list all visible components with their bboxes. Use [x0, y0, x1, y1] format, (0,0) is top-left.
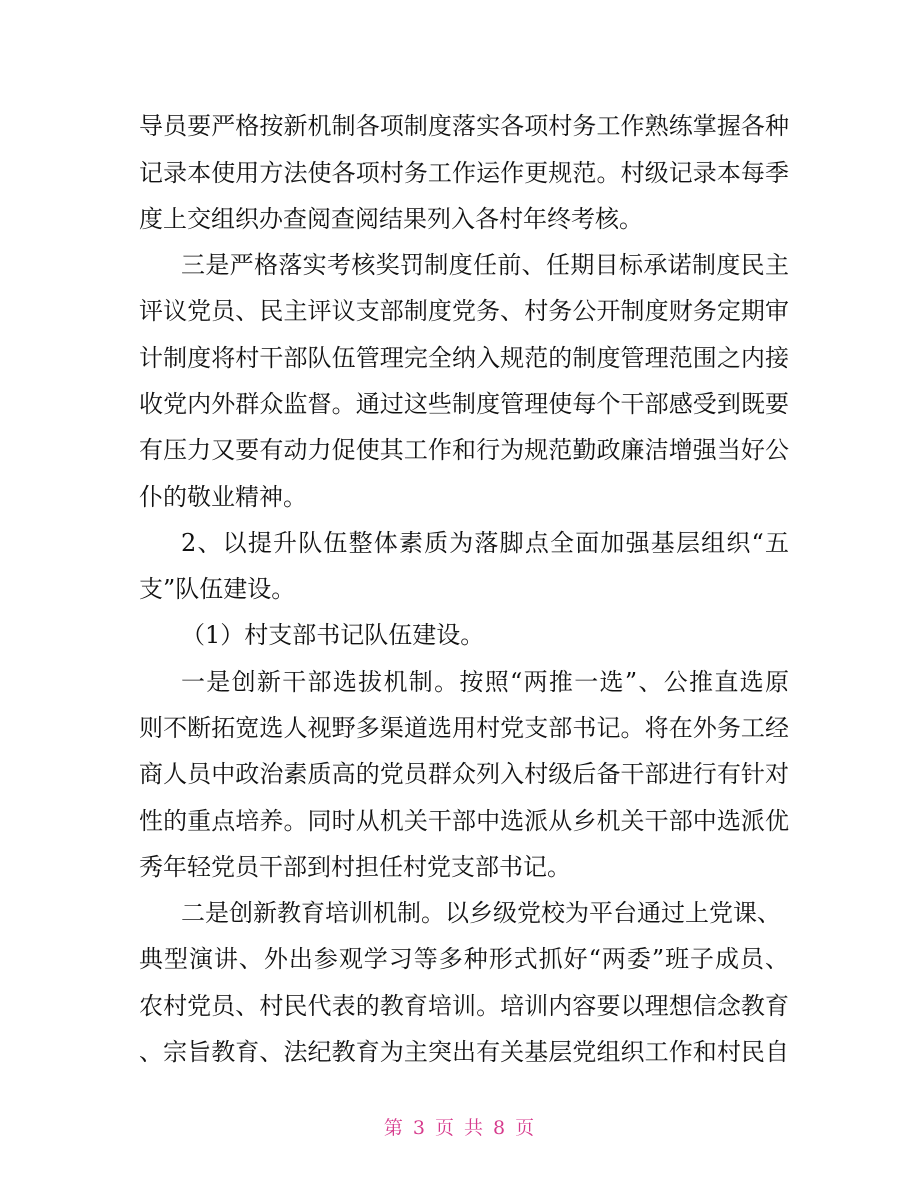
- text-line: 秀年轻党员干部到村担任村党支部书记。: [139, 853, 571, 881]
- text-line: 仆的敬业精神。: [139, 483, 307, 511]
- text-line: 二是创新教育培训机制。以乡级党校为平台通过上党课、: [181, 899, 781, 927]
- section-heading: 2、以提升队伍整体素质为落脚点全面加强基层组织“五: [181, 529, 789, 557]
- text-line: 典型演讲、外出参观学习等多种形式抓好“两委”班子成员、: [139, 945, 789, 973]
- text-line: 计制度将村干部队伍管理完全纳入规范的制度管理范围之内接: [139, 344, 789, 372]
- text-line: 性的重点培养。同时从机关干部中选派从乡机关干部中选派优: [139, 807, 789, 835]
- subsection-heading: （1）村支部书记队伍建设。: [181, 621, 485, 649]
- page-number-footer: 第 3 页 共 8 页: [383, 1117, 537, 1139]
- text-line: 三是严格落实考核奖罚制度任前、任期目标承诺制度民主: [181, 251, 789, 279]
- text-line: 农村党员、村民代表的教育培训。培训内容要以理想信念教育: [139, 992, 789, 1020]
- text-line: 度上交组织办查阅查阅结果列入各村年终考核。: [139, 205, 643, 233]
- text-line: 有压力又要有动力促使其工作和行为规范勤政廉洁增强当好公: [139, 436, 789, 464]
- text-line: 记录本使用方法使各项村务工作运作更规范。村级记录本每季: [139, 159, 789, 187]
- text-line: 导员要严格按新机制各项制度落实各项村务工作熟练掌握各种: [139, 112, 789, 140]
- text-line: 则不断拓宽选人视野多渠道选用村党支部书记。将在外务工经: [139, 714, 789, 742]
- text-line: 收党内外群众监督。通过这些制度管理使每个干部感受到既要: [139, 390, 789, 418]
- text-line: 商人员中政治素质高的党员群众列入村级后备干部进行有针对: [139, 760, 789, 788]
- text-line: 评议党员、民主评议支部制度党务、村务公开制度财务定期审: [139, 297, 789, 325]
- text-line: 、宗旨教育、法纪教育为主突出有关基层党组织工作和村民自: [139, 1038, 789, 1066]
- section-heading: 支”队伍建设。: [139, 575, 296, 603]
- text-line: 一是创新干部选拔机制。按照“两推一选”、公推直选原: [181, 668, 789, 696]
